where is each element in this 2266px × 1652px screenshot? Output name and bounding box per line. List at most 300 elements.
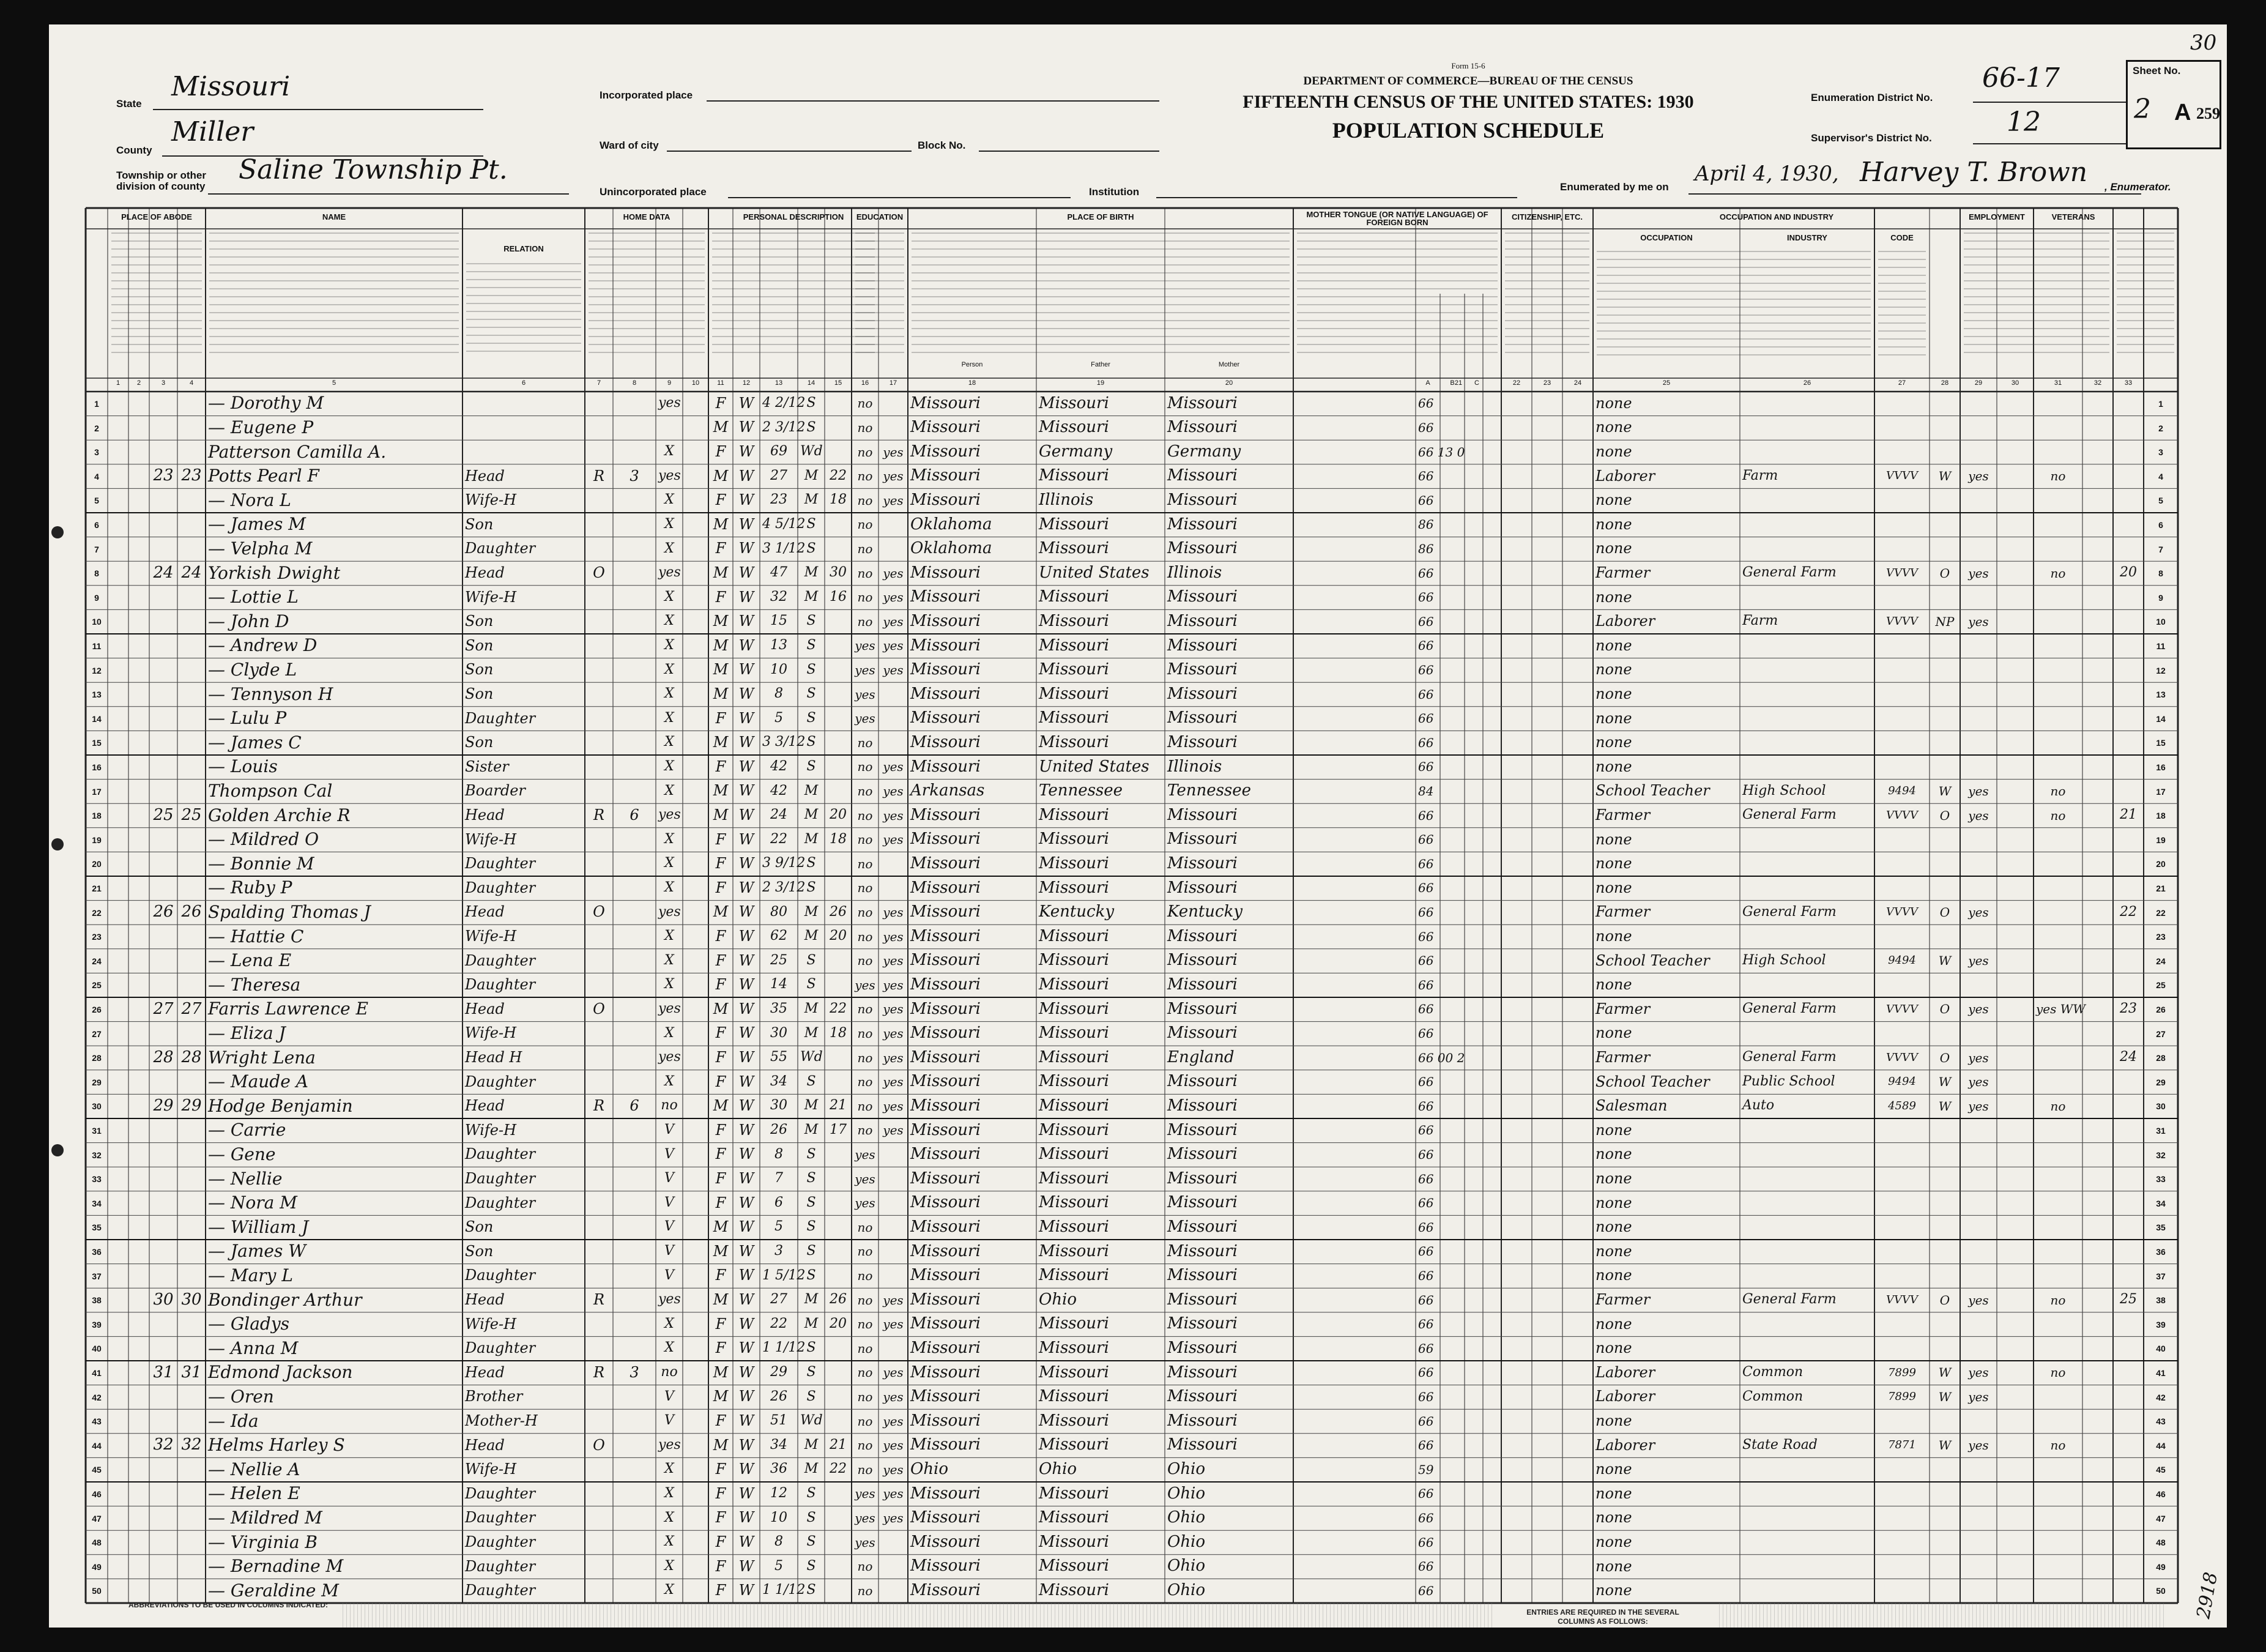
cell-rel: Brother — [465, 1388, 523, 1405]
cell-rel: Daughter — [465, 1073, 536, 1090]
cell-name: Helms Harley S — [208, 1435, 345, 1456]
cell-father: Missouri — [1039, 466, 1109, 485]
cell-radio: no — [661, 1098, 678, 1114]
cell-code: 9494 — [1888, 954, 1916, 967]
row-number: 48 — [2156, 1538, 2166, 1548]
cell-sch: no — [857, 517, 873, 532]
margin-note: 2918 — [2193, 1570, 2223, 1621]
cell-lang: 66 — [1418, 1535, 1434, 1550]
cell-mother: Ohio — [1167, 1580, 1206, 1599]
cell-rel: Son — [465, 734, 494, 751]
cell-rel: Wife-H — [465, 491, 517, 509]
cell-father: Tennessee — [1039, 781, 1123, 800]
cell-birth: Missouri — [910, 1072, 981, 1091]
enumerator-name: Harvey T. Brown — [1860, 157, 2088, 188]
corner-note: 30 — [2190, 31, 2217, 55]
cell-radio: X — [664, 492, 674, 508]
cell-read: yes — [883, 1365, 904, 1380]
cell-race: W — [738, 1315, 754, 1333]
cell-name: — Velpha M — [208, 538, 313, 559]
cell-race: W — [738, 1484, 754, 1502]
cell-mar: M — [804, 589, 819, 605]
cell-rel: Daughter — [465, 1267, 536, 1284]
cell-sch: no — [857, 856, 873, 871]
cell-race: W — [738, 1291, 754, 1308]
column-instructions — [2117, 233, 2174, 359]
cell-cls: W — [1938, 953, 1952, 969]
cell-fam: 24 — [181, 563, 202, 582]
cell-mar: M — [804, 1122, 819, 1138]
cell-sex: F — [715, 879, 726, 896]
cell-sch: no — [857, 444, 873, 460]
cell-race: W — [738, 782, 754, 800]
row-number: 33 — [92, 1174, 102, 1185]
cell-race: W — [738, 540, 754, 557]
cell-sex: F — [715, 540, 726, 557]
cell-fam: 32 — [181, 1435, 202, 1454]
census-sheet — [49, 24, 2227, 1628]
row-number: 34 — [92, 1198, 102, 1208]
cell-sex: F — [715, 1121, 726, 1139]
cell-sex: F — [715, 928, 726, 945]
cell-name: — James M — [208, 514, 306, 535]
cell-mother: Missouri — [1167, 926, 1238, 945]
cell-birth: Missouri — [910, 975, 981, 994]
cell-radio: yes — [658, 807, 681, 823]
cell-agem: 20 — [830, 807, 847, 823]
cell-read: yes — [883, 444, 904, 460]
cell-rel: Son — [465, 685, 494, 702]
row-number: 30 — [2156, 1101, 2166, 1112]
cell-code: VVVV — [1886, 566, 1918, 579]
cell-age: 22 — [770, 1315, 787, 1331]
cell-agem: 22 — [830, 1461, 847, 1477]
row-number: 22 — [92, 907, 102, 918]
row-number: 40 — [2156, 1344, 2166, 1354]
cell-mar: S — [806, 613, 816, 629]
cell-radio: X — [664, 613, 674, 629]
cell-ind: Public School — [1742, 1073, 1835, 1089]
row-number: 25 — [92, 980, 102, 991]
sheet-label: Sheet No. — [2133, 65, 2181, 76]
cell-father: Missouri — [1039, 1072, 1109, 1091]
cell-rel: Son — [465, 1218, 494, 1236]
cell-emp: yes — [1968, 1074, 1989, 1090]
cell-race: W — [738, 1509, 754, 1527]
column-number: 27 — [1898, 379, 1906, 387]
row-number: 37 — [92, 1271, 102, 1281]
group-header-abode: PLACE OF ABODE — [121, 212, 192, 221]
cell-age: 55 — [770, 1049, 787, 1065]
cell-lang: 86 — [1418, 541, 1434, 556]
cell-sex: M — [713, 1388, 729, 1405]
cell-sex: F — [715, 1315, 726, 1333]
cell-lang: 66 — [1418, 469, 1434, 484]
township-value: Saline Township Pt. — [239, 154, 508, 185]
row-number: 26 — [92, 1005, 102, 1014]
cell-code: 9494 — [1888, 784, 1916, 798]
cell-name: Wright Lena — [208, 1047, 316, 1068]
cell-radio: yes — [658, 1049, 681, 1065]
column-number: 4 — [189, 379, 194, 387]
cell-lang: 66 13 0 — [1418, 444, 1465, 460]
cell-birth: Missouri — [910, 684, 981, 703]
cell-birth: Missouri — [910, 1484, 981, 1503]
cell-race: W — [738, 612, 754, 630]
row-number: 22 — [2156, 907, 2166, 918]
cell-lang: 66 — [1418, 977, 1434, 992]
cell-rel: Daughter — [465, 1194, 536, 1211]
cell-race: W — [738, 1388, 754, 1405]
cell-read: yes — [883, 1025, 904, 1041]
cell-birth: Missouri — [910, 1266, 981, 1285]
cell-lang: 66 — [1418, 735, 1434, 750]
cell-mar: S — [806, 880, 816, 896]
cell-sex: F — [715, 1024, 726, 1042]
cell-code: VVVV — [1886, 1002, 1918, 1016]
cell-lang: 66 — [1418, 1002, 1434, 1017]
cell-code: 7899 — [1888, 1366, 1916, 1379]
cell-mother: Missouri — [1167, 1266, 1238, 1285]
row-number: 13 — [2156, 690, 2166, 700]
cell-read: yes — [883, 1438, 904, 1453]
cell-age: 30 — [770, 1098, 787, 1114]
cell-occ: Farmer — [1595, 1291, 1651, 1308]
cell-mar: S — [806, 1170, 816, 1186]
cell-fam: 27 — [181, 999, 202, 1018]
cell-occ: none — [1595, 540, 1632, 557]
cell-radio: X — [664, 1582, 674, 1598]
cell-race: W — [738, 1363, 754, 1381]
cell-mother: Missouri — [1167, 732, 1238, 751]
cell-occ: Farmer — [1595, 564, 1651, 581]
row-number: 36 — [92, 1247, 102, 1257]
cell-name: Farris Lawrence E — [208, 999, 369, 1019]
cell-sex: F — [715, 1194, 726, 1211]
county-value: Miller — [171, 116, 254, 147]
cell-vet: no — [2050, 1098, 2066, 1114]
cell-name: — Carrie — [208, 1120, 286, 1140]
cell-father: Ohio — [1039, 1459, 1077, 1478]
column-number: 13 — [775, 379, 783, 387]
cell-cls: W — [1938, 783, 1952, 798]
row-number: 20 — [92, 859, 102, 869]
cell-birth: Missouri — [910, 1193, 981, 1212]
cell-radio: X — [664, 540, 674, 556]
cell-sch: no — [857, 1098, 873, 1114]
row-number: 25 — [2156, 980, 2166, 991]
row-number: 5 — [2158, 496, 2163, 506]
cell-lang: 66 — [1418, 1341, 1434, 1356]
cell-birth: Oklahoma — [910, 539, 992, 558]
enumerated-date: April 4, 1930, — [1695, 162, 1839, 186]
group-header-education: EDUCATION — [856, 212, 904, 221]
cell-vet: no — [2050, 469, 2066, 484]
cell-read: yes — [883, 904, 904, 920]
cell-race: W — [738, 1582, 754, 1599]
cell-cls: O — [1939, 1050, 1950, 1065]
cell-code: 7871 — [1888, 1438, 1916, 1452]
cell-lang: 66 — [1418, 1147, 1434, 1162]
cell-mar: M — [804, 565, 819, 581]
column-number: 21 — [1454, 379, 1463, 387]
cell-farm: 25 — [2120, 1292, 2137, 1308]
cell-cls: O — [1939, 1002, 1950, 1017]
cell-sch: no — [857, 1123, 873, 1138]
column-number: C — [1474, 379, 1479, 387]
row-number: 4 — [94, 471, 99, 482]
cell-cls: O — [1939, 565, 1950, 581]
cell-read: yes — [883, 1486, 904, 1501]
cell-age: 47 — [770, 565, 787, 581]
cell-mar: Wd — [800, 444, 823, 460]
cell-age: 2 3/12 — [762, 880, 806, 896]
col-label-person: Person — [961, 361, 983, 368]
cell-race: W — [738, 1194, 754, 1211]
incorporated-line — [707, 81, 1159, 102]
cell-occ: none — [1595, 1557, 1632, 1575]
cell-radio: V — [664, 1219, 674, 1235]
cell-occ: none — [1595, 419, 1632, 436]
cell-mother: England — [1167, 1047, 1235, 1066]
cell-father: Missouri — [1039, 660, 1109, 679]
row-number: 16 — [2156, 762, 2166, 772]
row-number: 32 — [2156, 1150, 2166, 1160]
footer-instructions-block — [343, 1603, 1493, 1628]
cell-sch: no — [857, 420, 873, 435]
form-number: Form 15-6 — [1451, 61, 1485, 70]
cell-sex: F — [715, 1484, 726, 1502]
cell-lang: 66 — [1418, 590, 1434, 605]
cell-mother: Missouri — [1167, 611, 1238, 630]
cell-sch: yes — [855, 686, 875, 702]
cell-read: yes — [883, 662, 904, 677]
cell-race: W — [738, 757, 754, 775]
cell-rel: Wife-H — [465, 830, 517, 848]
cell-mother: Missouri — [1167, 1338, 1238, 1357]
cell-sex: F — [715, 1557, 726, 1575]
cell-mar: M — [804, 904, 819, 920]
cell-code: VVVV — [1886, 614, 1918, 628]
cell-read: yes — [883, 1462, 904, 1477]
cell-birth: Missouri — [910, 1047, 981, 1066]
cell-radio: V — [664, 1267, 674, 1283]
cell-birth: Missouri — [910, 1435, 981, 1454]
cell-birth: Oklahoma — [910, 515, 992, 534]
punch-hole — [51, 1144, 64, 1156]
cell-father: Missouri — [1039, 1145, 1109, 1164]
cell-birth: Missouri — [910, 757, 981, 776]
row-number: 44 — [2156, 1440, 2166, 1451]
cell-mar: S — [806, 516, 816, 532]
cell-father: Missouri — [1039, 709, 1109, 727]
cell-mar: M — [804, 1315, 819, 1331]
cell-read: yes — [883, 953, 904, 969]
cell-read: yes — [883, 1050, 904, 1065]
cell-radio: X — [664, 759, 674, 775]
cell-emp: yes — [1968, 469, 1989, 484]
cell-age: 8 — [775, 1534, 783, 1550]
cell-mother: Missouri — [1167, 1096, 1238, 1115]
cell-name: — James W — [208, 1241, 306, 1262]
cell-father: Missouri — [1039, 515, 1109, 534]
cell-sch: yes — [855, 1171, 875, 1186]
cell-birth: Missouri — [910, 1096, 981, 1115]
cell-lang: 66 — [1418, 1292, 1434, 1308]
cell-sch: no — [857, 904, 873, 920]
cell-sch: yes — [855, 638, 875, 653]
column-number: 17 — [889, 379, 897, 387]
cell-name: — Gladys — [208, 1314, 290, 1334]
group-header-citizenship: CITIZENSHIP, ETC. — [1511, 212, 1583, 221]
cell-mother: Missouri — [1167, 1169, 1238, 1188]
group-header-name: NAME — [322, 212, 346, 221]
row-number: 2 — [2158, 423, 2163, 433]
cell-emp: yes — [1968, 953, 1989, 969]
cell-farm: 23 — [2120, 1001, 2137, 1017]
column-number: 19 — [1096, 379, 1105, 387]
cell-birth: Missouri — [910, 805, 981, 824]
group-header-birth: PLACE OF BIRTH — [1067, 212, 1134, 221]
row-number: 7 — [94, 544, 99, 554]
cell-read: yes — [883, 493, 904, 508]
cell-age: 1 1/12 — [762, 1340, 806, 1356]
cell-race: W — [738, 830, 754, 848]
cell-agem: 21 — [830, 1437, 847, 1453]
cell-father: Missouri — [1039, 1096, 1109, 1115]
cell-value: 3 — [630, 1363, 639, 1381]
county-label: County — [116, 144, 152, 156]
cell-sch: no — [857, 783, 873, 798]
state-label: State — [116, 98, 142, 110]
cell-name: Hodge Benjamin — [208, 1095, 353, 1116]
cell-sex: F — [715, 394, 726, 412]
cell-rel: Daughter — [465, 951, 536, 969]
row-number: 31 — [2156, 1126, 2166, 1136]
cell-sch: no — [857, 1365, 873, 1380]
cell-radio: X — [664, 831, 674, 847]
cell-ind: Auto — [1742, 1098, 1775, 1114]
cell-father: Missouri — [1039, 418, 1109, 437]
row-number: 47 — [92, 1513, 102, 1524]
cell-race: W — [738, 1339, 754, 1357]
cell-sch: yes — [855, 1535, 875, 1550]
cell-ind: General Farm — [1742, 1001, 1837, 1017]
row-number: 19 — [2156, 835, 2166, 845]
row-number: 38 — [92, 1295, 102, 1306]
cell-radio: no — [661, 1364, 678, 1380]
cell-radio: V — [664, 1388, 674, 1404]
cell-name: — Eliza J — [208, 1022, 286, 1043]
cell-sch: no — [857, 1389, 873, 1404]
cell-mother: Missouri — [1167, 951, 1238, 970]
row-number: 29 — [92, 1077, 102, 1087]
cell-sch: yes — [855, 1486, 875, 1501]
cell-race: W — [738, 685, 754, 702]
row-number: 6 — [94, 520, 99, 530]
cell-name: Spalding Thomas J — [208, 901, 371, 922]
row-number: 45 — [92, 1465, 102, 1475]
row-number: 14 — [2156, 713, 2166, 724]
cell-cls: W — [1938, 1098, 1952, 1114]
column-number: 10 — [691, 379, 700, 387]
cell-rel: Mother-H — [465, 1412, 538, 1429]
cell-name: — James C — [208, 732, 302, 753]
cell-mar: M — [804, 1098, 819, 1114]
cell-occ: none — [1595, 661, 1632, 679]
cell-race: W — [738, 928, 754, 945]
cell-sch: no — [857, 1219, 873, 1235]
row-number: 9 — [2158, 592, 2163, 603]
cell-radio: X — [664, 444, 674, 460]
cell-agem: 20 — [830, 1315, 847, 1331]
cell-sch: yes — [855, 977, 875, 992]
cell-father: Missouri — [1039, 732, 1109, 751]
cell-mother: Missouri — [1167, 636, 1238, 655]
row-number: 15 — [2156, 738, 2166, 748]
cell-sex: M — [713, 734, 729, 751]
footer-requirements-block — [1719, 1603, 2166, 1628]
cell-lang: 66 — [1418, 1025, 1434, 1041]
cell-radio: V — [664, 1413, 674, 1429]
column-number: A — [1425, 379, 1430, 387]
cell-occ: none — [1595, 1315, 1632, 1333]
cell-mother: Missouri — [1167, 587, 1238, 606]
cell-lang: 66 — [1418, 638, 1434, 653]
row-number: 12 — [92, 665, 102, 675]
cell-emp: yes — [1968, 808, 1989, 823]
cell-birth: Missouri — [910, 636, 981, 655]
column-instructions — [1964, 233, 2109, 359]
cell-sch: no — [857, 1559, 873, 1574]
cell-lang: 66 — [1418, 1413, 1434, 1429]
cell-age: 5 — [775, 710, 783, 726]
cell-sex: M — [713, 564, 729, 581]
group-header-veterans: VETERANS — [2051, 212, 2095, 221]
cell-lang: 66 — [1418, 1389, 1434, 1404]
cell-sch: no — [857, 396, 873, 411]
column-number: 32 — [2093, 379, 2102, 387]
cell-read: yes — [883, 1292, 904, 1308]
cell-vet: no — [2050, 1292, 2066, 1308]
cell-name: — Nellie A — [208, 1459, 300, 1479]
cell-occ: none — [1595, 1509, 1632, 1527]
row-number: 23 — [2156, 932, 2166, 942]
cell-read: yes — [883, 832, 904, 847]
cell-mother: Missouri — [1167, 1290, 1238, 1309]
cell-occ: none — [1595, 1533, 1632, 1550]
cell-radio: X — [664, 977, 674, 992]
cell-mother: Tennessee — [1167, 781, 1252, 800]
cell-radio: yes — [658, 1437, 681, 1453]
cell-emp: yes — [1968, 1050, 1989, 1065]
row-number: 24 — [2156, 956, 2166, 966]
cell-emp: yes — [1968, 1438, 1989, 1453]
cell-lang: 66 — [1418, 1365, 1434, 1380]
cell-father: Missouri — [1039, 684, 1109, 703]
cell-father: Missouri — [1039, 1532, 1109, 1551]
cell-occ: none — [1595, 1267, 1632, 1284]
cell-race: W — [738, 1533, 754, 1550]
cell-birth: Missouri — [910, 926, 981, 945]
cell-mar: S — [806, 759, 816, 775]
cell-occ: none — [1595, 830, 1632, 848]
cell-sch: yes — [855, 1147, 875, 1162]
cell-rel: Sister — [465, 757, 509, 775]
cell-mar: S — [806, 419, 816, 435]
column-number: 7 — [596, 379, 601, 387]
row-number: 35 — [2156, 1222, 2166, 1233]
